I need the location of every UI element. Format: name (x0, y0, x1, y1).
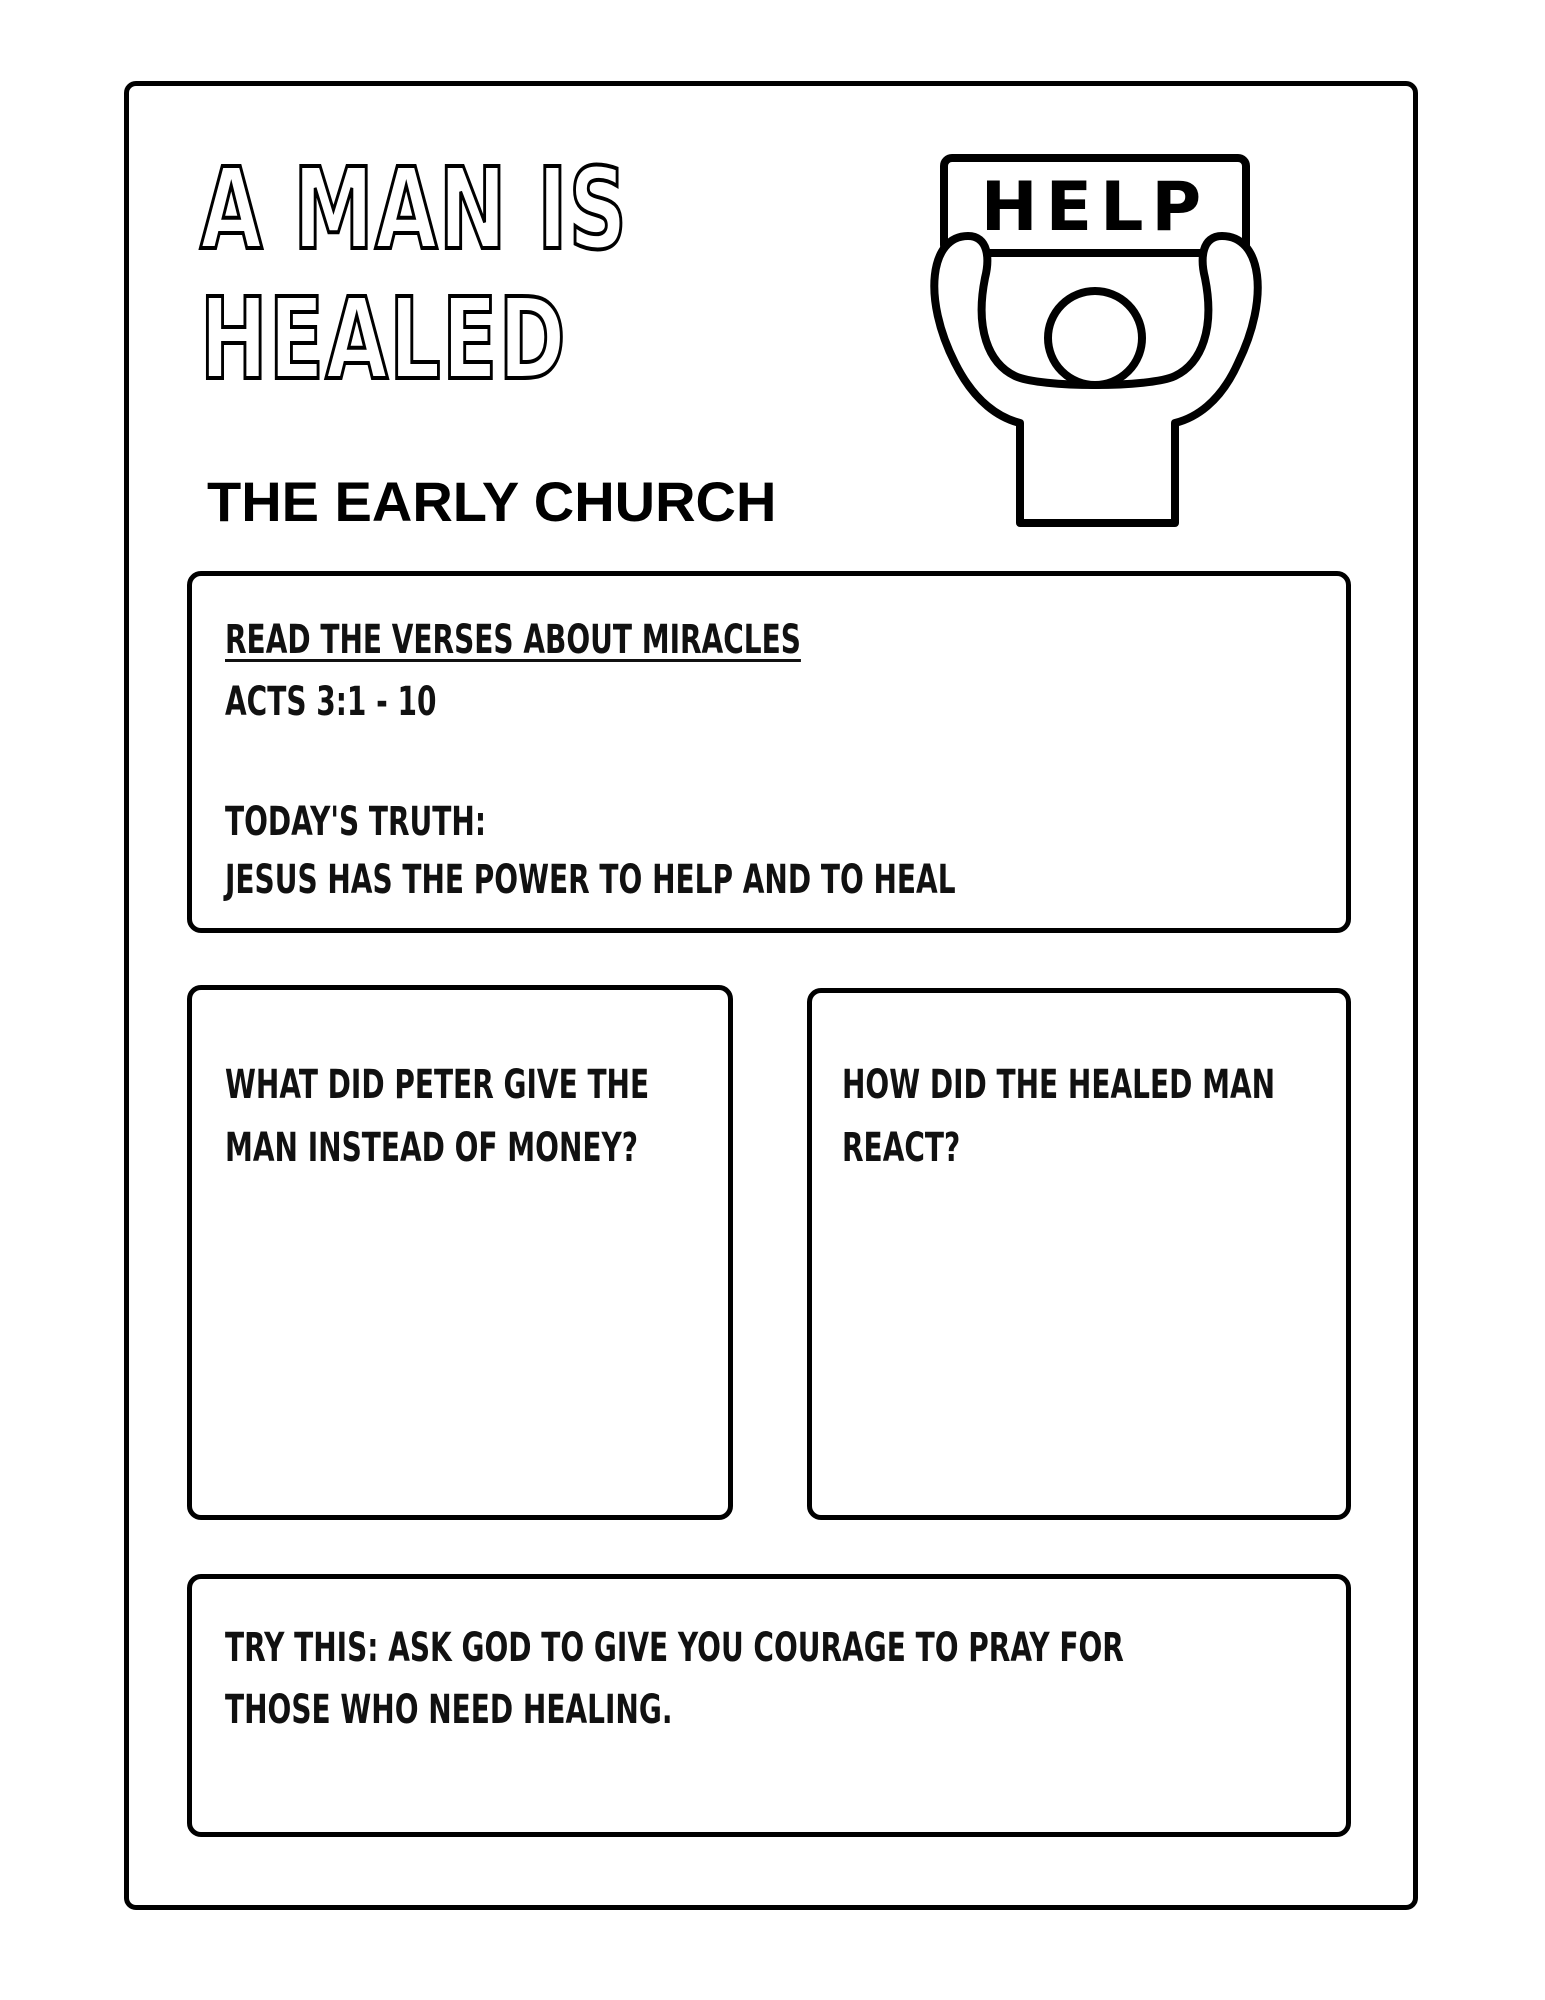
todays-truth-label: TODAY'S TRUTH: (225, 799, 487, 845)
worksheet-title (200, 145, 628, 405)
todays-truth-text: JESUS HAS THE POWER TO HELP AND TO HEAL (225, 857, 956, 903)
try-this-line-1: TRY THIS: ASK GOD TO GIVE YOU COURAGE TO PRAY FOR (225, 1625, 1124, 1671)
title-line-2: HEALED (200, 275, 568, 405)
question-1-line-1: WHAT DID PETER GIVE THE (225, 1062, 650, 1108)
worksheet-subtitle: THE EARLY CHURCH (207, 470, 777, 533)
question-2-line-1: HOW DID THE HEALED MAN (842, 1062, 1276, 1108)
verses-heading: READ THE VERSES ABOUT MIRACLES (225, 617, 801, 663)
verse-reference: ACTS 3:1 - 10 (225, 679, 437, 725)
person-holding-help-sign-icon (920, 148, 1270, 533)
question-1-line-2: MAN INSTEAD OF MONEY? (225, 1125, 639, 1171)
question-2-line-2: REACT? (842, 1125, 961, 1171)
try-this-line-2: THOSE WHO NEED HEALING. (225, 1687, 673, 1733)
help-sign-text: HELP (980, 168, 1210, 247)
title-line-1: A MAN IS (200, 145, 629, 275)
